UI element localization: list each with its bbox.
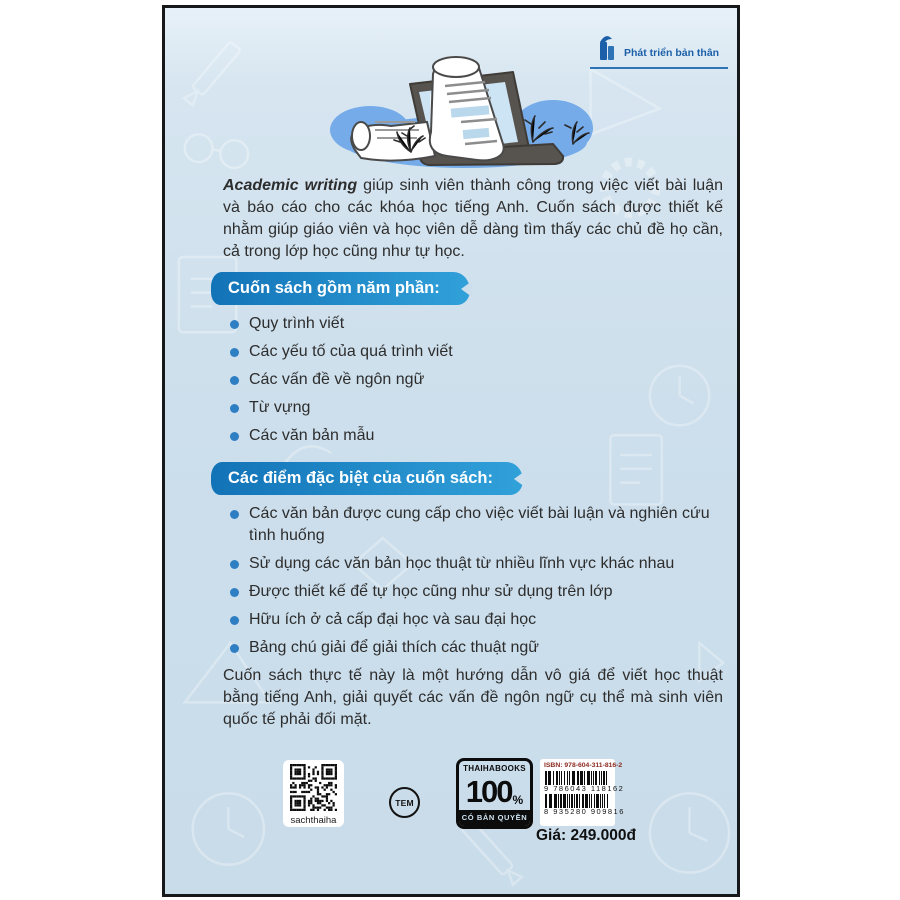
list-item: Các văn bản mẫu (223, 425, 723, 447)
bullet-icon (230, 510, 239, 519)
badge-caption: CÓ BẢN QUYỀN (459, 810, 530, 826)
qr-caption: sachthaiha (290, 815, 337, 826)
bullet-icon (230, 320, 239, 329)
list-item: Các vấn đề về ngôn ngữ (223, 369, 723, 391)
list-item: Bảng chú giải để giải thích các thuật ngữ (223, 637, 723, 659)
publisher-logo (590, 34, 732, 69)
section-heading-parts: Cuốn sách gồm năm phần: (211, 272, 470, 305)
tem-stamp: TEM (389, 787, 420, 818)
bullet-icon (230, 404, 239, 413)
list-item: Được thiết kế để tự học cũng như sử dụng trên lớp (223, 581, 723, 603)
badge-value: 100 % (465, 773, 524, 809)
ean-bottom: 8 935280 909816 (544, 807, 625, 816)
intro-paragraph (223, 175, 723, 263)
cover-illustration (315, 52, 595, 172)
bullet-icon (230, 432, 239, 441)
barcode-icon (545, 771, 610, 785)
bullet-icon (230, 560, 239, 569)
logo-underline (590, 67, 728, 69)
qr-code-icon (290, 764, 337, 811)
qr-code-block (283, 760, 344, 827)
bullet-icon (230, 376, 239, 385)
features-list (223, 503, 723, 659)
parts-list (223, 313, 723, 447)
barcode-label (540, 759, 625, 826)
badge-brand: THAIHABOOKS (463, 764, 526, 773)
ean-top: 9 786043 118162 (544, 784, 625, 793)
cover (162, 5, 740, 897)
list-item: Từ vựng (223, 397, 723, 419)
bullet-icon (230, 588, 239, 597)
content-column (223, 175, 723, 731)
list-item: Hữu ích ở cả cấp đại học và sau đại học (223, 609, 723, 631)
list-item: Các văn bản được cung cấp cho việc viết bài luận và nghiên cứu tình huống (223, 503, 723, 547)
bullet-icon (230, 616, 239, 625)
copyright-badge (456, 758, 533, 829)
publisher-tagline: Phát triển bản thân (624, 47, 720, 59)
isbn-number: ISBN: 978-604-311-816-2 (544, 762, 623, 769)
intro-text: giúp sinh viên thành công trong việc viết bài luận và báo cáo cho các khóa học tiếng Anh. Cuốn sách được thiết kế nhằm giúp giáo viên và học viên dễ dàng tìm thấy các chủ đề họ cần, cả trong lớp học cũng như tự học. (223, 177, 723, 260)
section-heading-features: Các điểm đặc biệt của cuốn sách: (211, 462, 523, 495)
list-item: Các yếu tố của quá trình viết (223, 341, 723, 363)
barcode-icon (545, 794, 610, 808)
list-item: Sử dụng các văn bản học thuật từ nhiều lĩnh vực khác nhau (223, 553, 723, 575)
list-item: Quy trình viết (223, 313, 723, 335)
percent-sign: % (512, 793, 524, 807)
publisher-logo-icon (596, 34, 618, 62)
closing-paragraph: Cuốn sách thực tế này là một hướng dẫn vô giá để viết học thuật bằng tiếng Anh, giải quyết các vấn đề ngôn ngữ cụ thể mà sinh viên quốc tế phải đối mặt. (223, 667, 723, 728)
intro-lead: Academic writing (223, 177, 358, 194)
bullet-icon (230, 644, 239, 653)
bullet-icon (230, 348, 239, 357)
price-label: Giá: 249.000đ (536, 827, 636, 844)
